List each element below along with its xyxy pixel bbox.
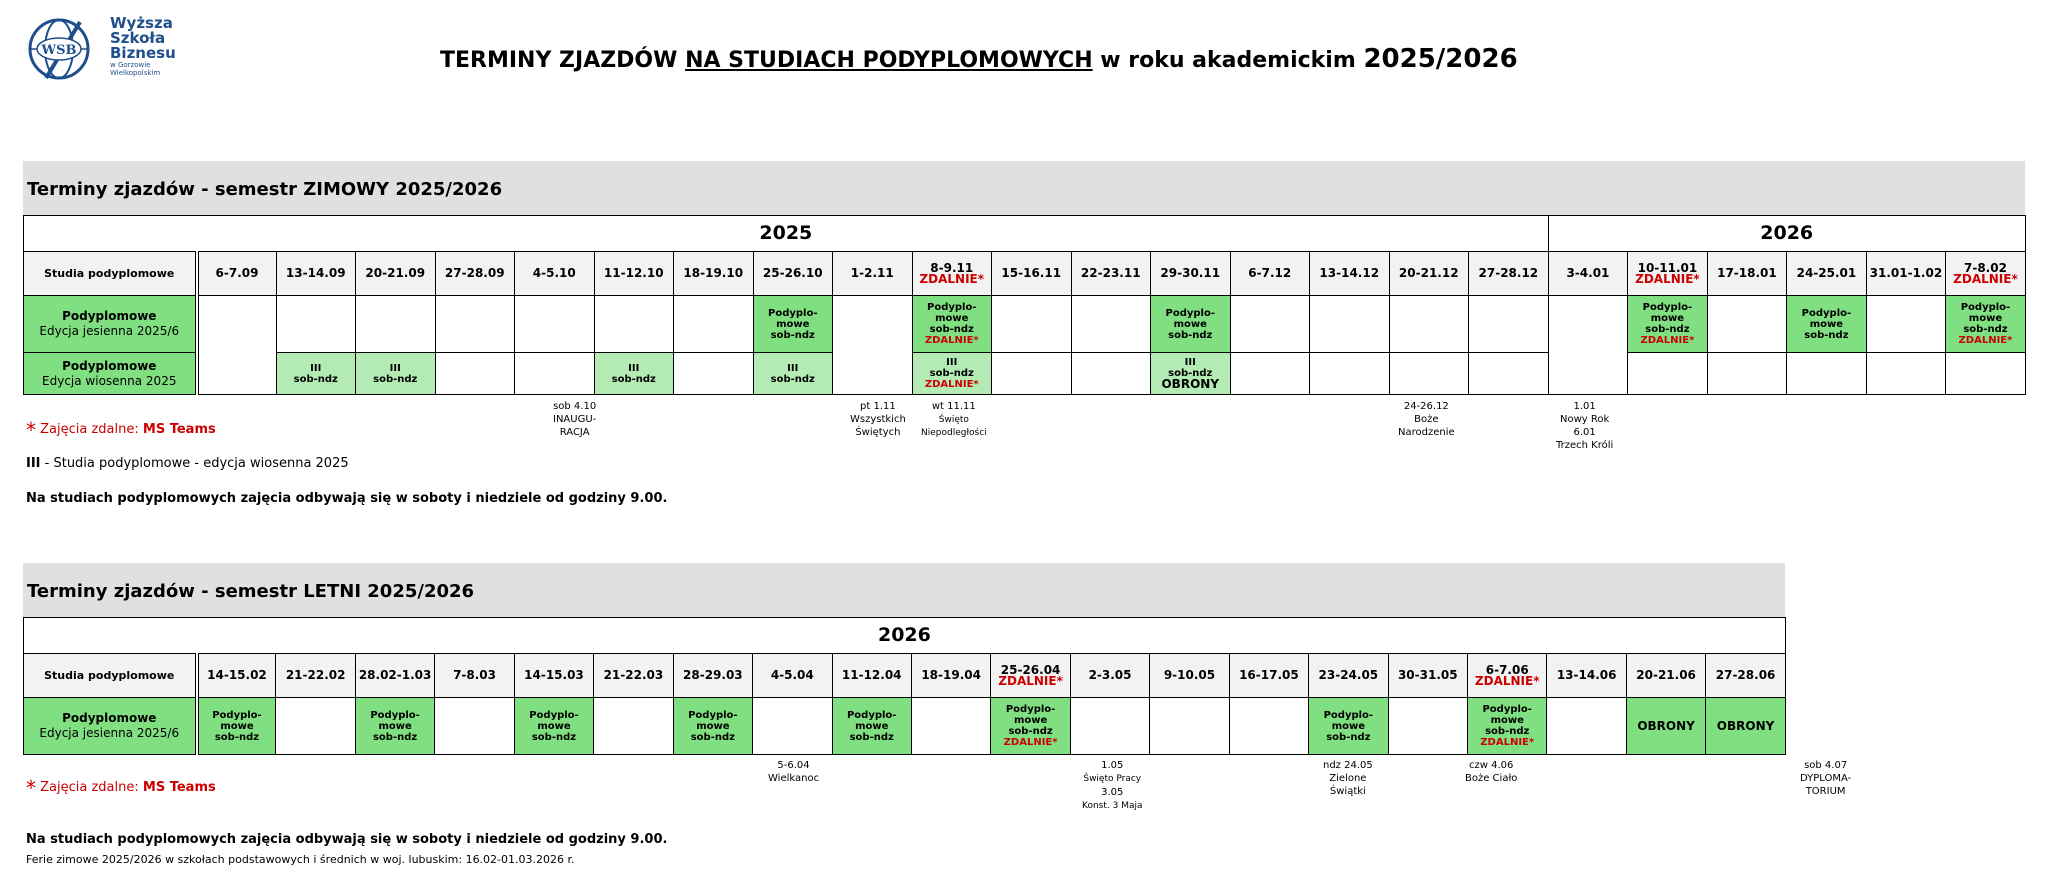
winter-date-header: 25-26.10 [753,252,833,296]
winter-empty-cell [1310,296,1390,353]
winter-date-header: 10-11.01 ZDALNIE* [1628,252,1708,296]
winter-session-cell: III sob-ndz [753,353,833,395]
winter-date-header: 13-14.09 [276,252,356,296]
winter-empty-cell [1628,353,1708,395]
summer-date-header: 6-7.06 ZDALNIE* [1468,654,1547,698]
note-swieto-niepodleglosci: wt 11.11 Święto Niepodległości [921,401,987,438]
note-boze-cialo: czw 4.06 Boże Ciało [1465,760,1518,784]
summer-date-header: 28-29.03 [673,654,752,698]
winter-empty-cell [1548,296,1628,395]
summer-empty-cell [1388,698,1467,755]
note-inauguracja: sob 4.10 INAUGU- RACJA [553,401,597,438]
summer-date-header: 18-19.04 [911,654,990,698]
winter-date-header: 8-9.11 ZDALNIE* [912,252,992,296]
winter-empty-cell [356,296,436,353]
logo-wordmark [110,16,176,77]
winter-empty-cell [1469,296,1549,353]
winter-session-cell: III sob-ndz ZDALNIE* [912,353,992,395]
winter-date-header: 6-7.12 [1230,252,1310,296]
winter-empty-cell [1787,353,1867,395]
winter-date-header: 24-25.01 [1787,252,1867,296]
winter-date-header: 29-30.11 [1151,252,1231,296]
winter-empty-cell [1389,353,1469,395]
wsb-globe-icon [28,16,94,82]
winter-schedule-table [23,215,2026,395]
winter-date-header: 20-21.12 [1389,252,1469,296]
winter-empty-cell [1230,353,1310,395]
summer-date-header: 2-3.05 [1070,654,1149,698]
summer-session-cell: OBRONY [1626,698,1705,755]
winter-empty-cell [1071,296,1151,353]
winter-date-header: 18-19.10 [674,252,754,296]
winter-info-text: Na studiach podyplomowych zajęcia odbywają się w soboty i niedziele od godziny 9.00. [26,491,668,506]
winter-session-cell: III sob-ndz [356,353,436,395]
winter-date-header: 3-4.01 [1548,252,1628,296]
summer-date-header: 4-5.04 [753,654,832,698]
summer-session-cell: Podyplo- mowe sob-ndz [514,698,593,755]
summer-date-header: 7-8.03 [435,654,514,698]
summer-row-label-jesienna: Podyplomowe Edycja jesienna 2025/6 [24,698,197,755]
winter-empty-cell [1469,353,1549,395]
summer-empty-cell [1150,698,1229,755]
summer-empty-cell [753,698,832,755]
winter-date-header: 4-5.10 [515,252,595,296]
winter-session-cell: Podyplo- mowe sob-ndz ZDALNIE* [1946,296,2026,353]
winter-empty-cell [992,353,1072,395]
title-part-1: TERMINY ZJAZDÓW [440,48,686,73]
winter-empty-cell [515,296,595,353]
summer-date-header: 16-17.05 [1229,654,1308,698]
summer-date-header: 9-10.05 [1150,654,1229,698]
winter-empty-cell [594,296,674,353]
winter-iii-legend: III - Studia podyplomowe - edycja wiosenna 2025 [26,456,349,471]
summer-date-header: 28.02-1.03 [355,654,434,698]
summer-info-text: Na studiach podyplomowych zajęcia odbywają się w soboty i niedziele od godziny 9.00. [26,832,668,847]
winter-empty-cell [833,296,913,395]
winter-empty-cell [1310,353,1390,395]
summer-date-header: 13-14.06 [1547,654,1626,698]
summer-section-header [23,563,1785,617]
summer-date-header: 30-31.05 [1388,654,1467,698]
winter-empty-cell [1707,353,1787,395]
summer-remote-legend: * Zajęcia zdalne: MS Teams [26,776,216,800]
winter-session-cell: III sob-ndz OBRONY [1151,353,1231,395]
summer-schedule-table [23,617,1786,755]
winter-empty-cell [1071,353,1151,395]
winter-remote-legend: * Zajęcia zdalne: MS Teams [26,418,216,442]
logo-line-2: Szkoła [110,29,166,47]
winter-row-label-jesienna: Podyplomowe Edycja jesienna 2025/6 [24,296,197,353]
winter-empty-cell [1946,353,2026,395]
summer-date-header: 20-21.06 [1626,654,1705,698]
summer-date-header: 27-28.06 [1706,654,1786,698]
logo-line-5: Wielkopolskim [110,69,161,77]
winter-date-header: 27-28.09 [435,252,515,296]
winter-session-cell: III sob-ndz [594,353,674,395]
summer-year-2026: 2026 [24,618,1786,654]
winter-date-header: 31.01-1.02 [1866,252,1946,296]
winter-session-cell: Podyplo- mowe sob-ndz ZDALNIE* [912,296,992,353]
summer-empty-cell [594,698,673,755]
note-wielkanoc: 5-6.04 Wielkanoc [768,760,820,784]
summer-empty-cell [911,698,990,755]
summer-date-header: 25-26.04 ZDALNIE* [991,654,1070,698]
summer-session-cell: Podyplo- mowe sob-ndz ZDALNIE* [991,698,1070,755]
winter-date-header: 13-14.12 [1310,252,1390,296]
note-swieto-pracy: 1.05 Święto Pracy 3.05 Konst. 3 Maja [1082,760,1143,811]
summer-date-header: 11-12.04 [832,654,911,698]
winter-date-header: 7-8.02 ZDALNIE* [1946,252,2026,296]
winter-date-header: 17-18.01 [1707,252,1787,296]
summer-empty-cell [1547,698,1626,755]
summer-session-cell: Podyplo- mowe sob-ndz [673,698,752,755]
winter-session-cell: III sob-ndz [276,353,356,395]
summer-empty-cell [435,698,514,755]
winter-date-header: 22-23.11 [1071,252,1151,296]
summer-heading: Terminy zjazdów - semestr LETNI 2025/2026 [27,581,475,602]
winter-empty-cell [515,353,595,395]
note-boze-narodzenie: 24-26.12 Boże Narodzenie [1398,401,1455,438]
summer-col-label: Studia podyplomowe [24,654,197,698]
winter-empty-cell [992,296,1072,353]
winter-empty-cell [435,296,515,353]
winter-empty-cell [1866,296,1946,353]
winter-empty-cell [1707,296,1787,353]
summer-session-cell: OBRONY [1706,698,1786,755]
note-nowy-rok: 1.01 Nowy Rok 6.01 Trzech Króli [1556,401,1614,451]
winter-heading: Terminy zjazdów - semestr ZIMOWY 2025/2026 [27,179,503,200]
summer-session-cell: Podyplo- mowe sob-ndz [1309,698,1388,755]
winter-session-cell: Podyplo- mowe sob-ndz ZDALNIE* [1628,296,1708,353]
summer-empty-cell [1070,698,1149,755]
note-wszystkich-swietych: pt 1.11 Wszystkich Świętych [850,401,906,438]
winter-date-header: 1-2.11 [833,252,913,296]
winter-empty-cell [1389,296,1469,353]
summer-date-header: 21-22.02 [276,654,355,698]
winter-row-label-wiosenna: Podyplomowe Edycja wiosenna 2025 [24,353,197,395]
summer-session-cell: Podyplo- mowe sob-ndz ZDALNIE* [1468,698,1547,755]
winter-section-header [23,161,2025,215]
title-year: 2025/2026 [1363,44,1518,74]
logo-line-1: Wyższa [110,14,173,32]
winter-empty-cell [435,353,515,395]
winter-date-header: 27-28.12 [1469,252,1549,296]
title-part-2: NA STUDIACH PODYPLOMOWYCH [685,48,1093,73]
logo-line-4: w Gorzowie [110,61,151,69]
logo-line-3: Biznesu [110,44,176,62]
note-dyplomatorium: sob 4.07 DYPLOMA- TORIUM [1800,760,1852,797]
svg-text:WSB: WSB [41,43,77,58]
note-zielone-swiatki: ndz 24.05 Zielone Świątki [1323,760,1373,797]
winter-empty-cell [197,296,277,395]
winter-empty-cell [1230,296,1310,353]
winter-session-cell: Podyplo- mowe sob-ndz [1787,296,1867,353]
wsb-logo [28,16,178,86]
summer-date-header: 14-15.03 [514,654,593,698]
winter-empty-cell [674,296,754,353]
winter-year-2026: 2026 [1548,216,2025,252]
summer-empty-cell [276,698,355,755]
winter-empty-cell [674,353,754,395]
winter-year-2025: 2025 [24,216,1549,252]
summer-empty-cell [1229,698,1308,755]
ferie-info-text: Ferie zimowe 2025/2026 w szkołach podstawowych i średnich w woj. lubuskim: 16.02-01.03.2026 r. [26,853,575,866]
summer-session-cell: Podyplo- mowe sob-ndz [355,698,434,755]
winter-date-header: 15-16.11 [992,252,1072,296]
title-part-3: w roku akademickim [1092,48,1364,73]
winter-col-label: Studia podyplomowe [24,252,197,296]
summer-session-cell: Podyplo- mowe sob-ndz [832,698,911,755]
winter-empty-cell [1866,353,1946,395]
summer-date-header: 23-24.05 [1309,654,1388,698]
summer-date-header: 21-22.03 [594,654,673,698]
winter-session-cell: Podyplo- mowe sob-ndz [753,296,833,353]
summer-session-cell: Podyplo- mowe sob-ndz [197,698,276,755]
winter-session-cell: Podyplo- mowe sob-ndz [1151,296,1231,353]
summer-date-header: 14-15.02 [197,654,276,698]
winter-date-header: 6-7.09 [197,252,277,296]
page-title [440,44,1518,74]
winter-date-header: 20-21.09 [356,252,436,296]
winter-empty-cell [276,296,356,353]
winter-date-header: 11-12.10 [594,252,674,296]
